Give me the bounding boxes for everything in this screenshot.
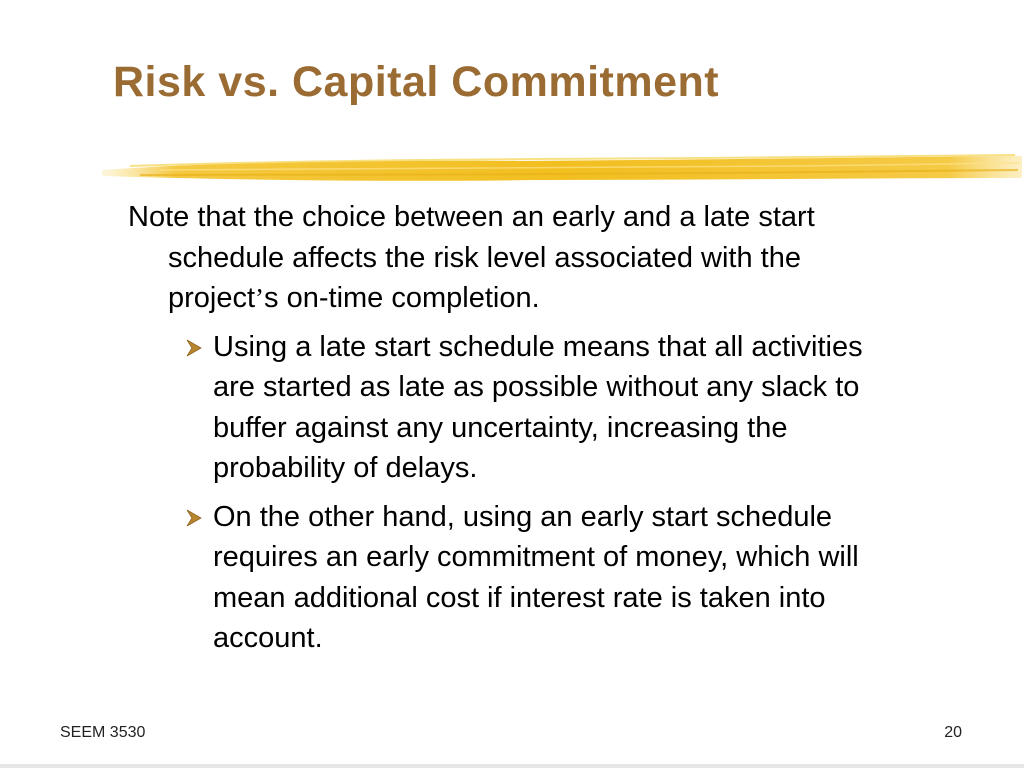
- lead-apostrophe: ’: [255, 283, 265, 313]
- bottom-divider: [0, 764, 1024, 768]
- arrow-bullet-icon: [184, 338, 204, 358]
- footer-course: SEEM 3530: [60, 724, 146, 741]
- brush-stroke-divider: [100, 148, 1024, 188]
- lead-text-part2: s on-time completion.: [264, 282, 540, 314]
- lead-paragraph: [128, 197, 888, 319]
- bullet-text: Using a late start schedule means that all activities are started as late as possible without any slack to buffer against any uncertainty, increasing the probability of delays.: [213, 330, 863, 484]
- arrow-bullet-icon: [184, 508, 204, 528]
- bullet-list: [128, 327, 888, 659]
- slide-body: [128, 197, 888, 667]
- list-item: [128, 497, 888, 659]
- slide-title: Risk vs. Capital Commitment: [113, 58, 720, 106]
- list-item: [128, 327, 888, 489]
- footer-page-number: 20: [944, 724, 962, 741]
- bullet-text: On the other hand, using an early start schedule requires an early commitment of money, which will mean additional cost if interest rate is taken into account.: [213, 500, 859, 654]
- lead-text-part1: Note that the choice between an early and a late start schedule affects the risk level associated with the project: [128, 201, 815, 314]
